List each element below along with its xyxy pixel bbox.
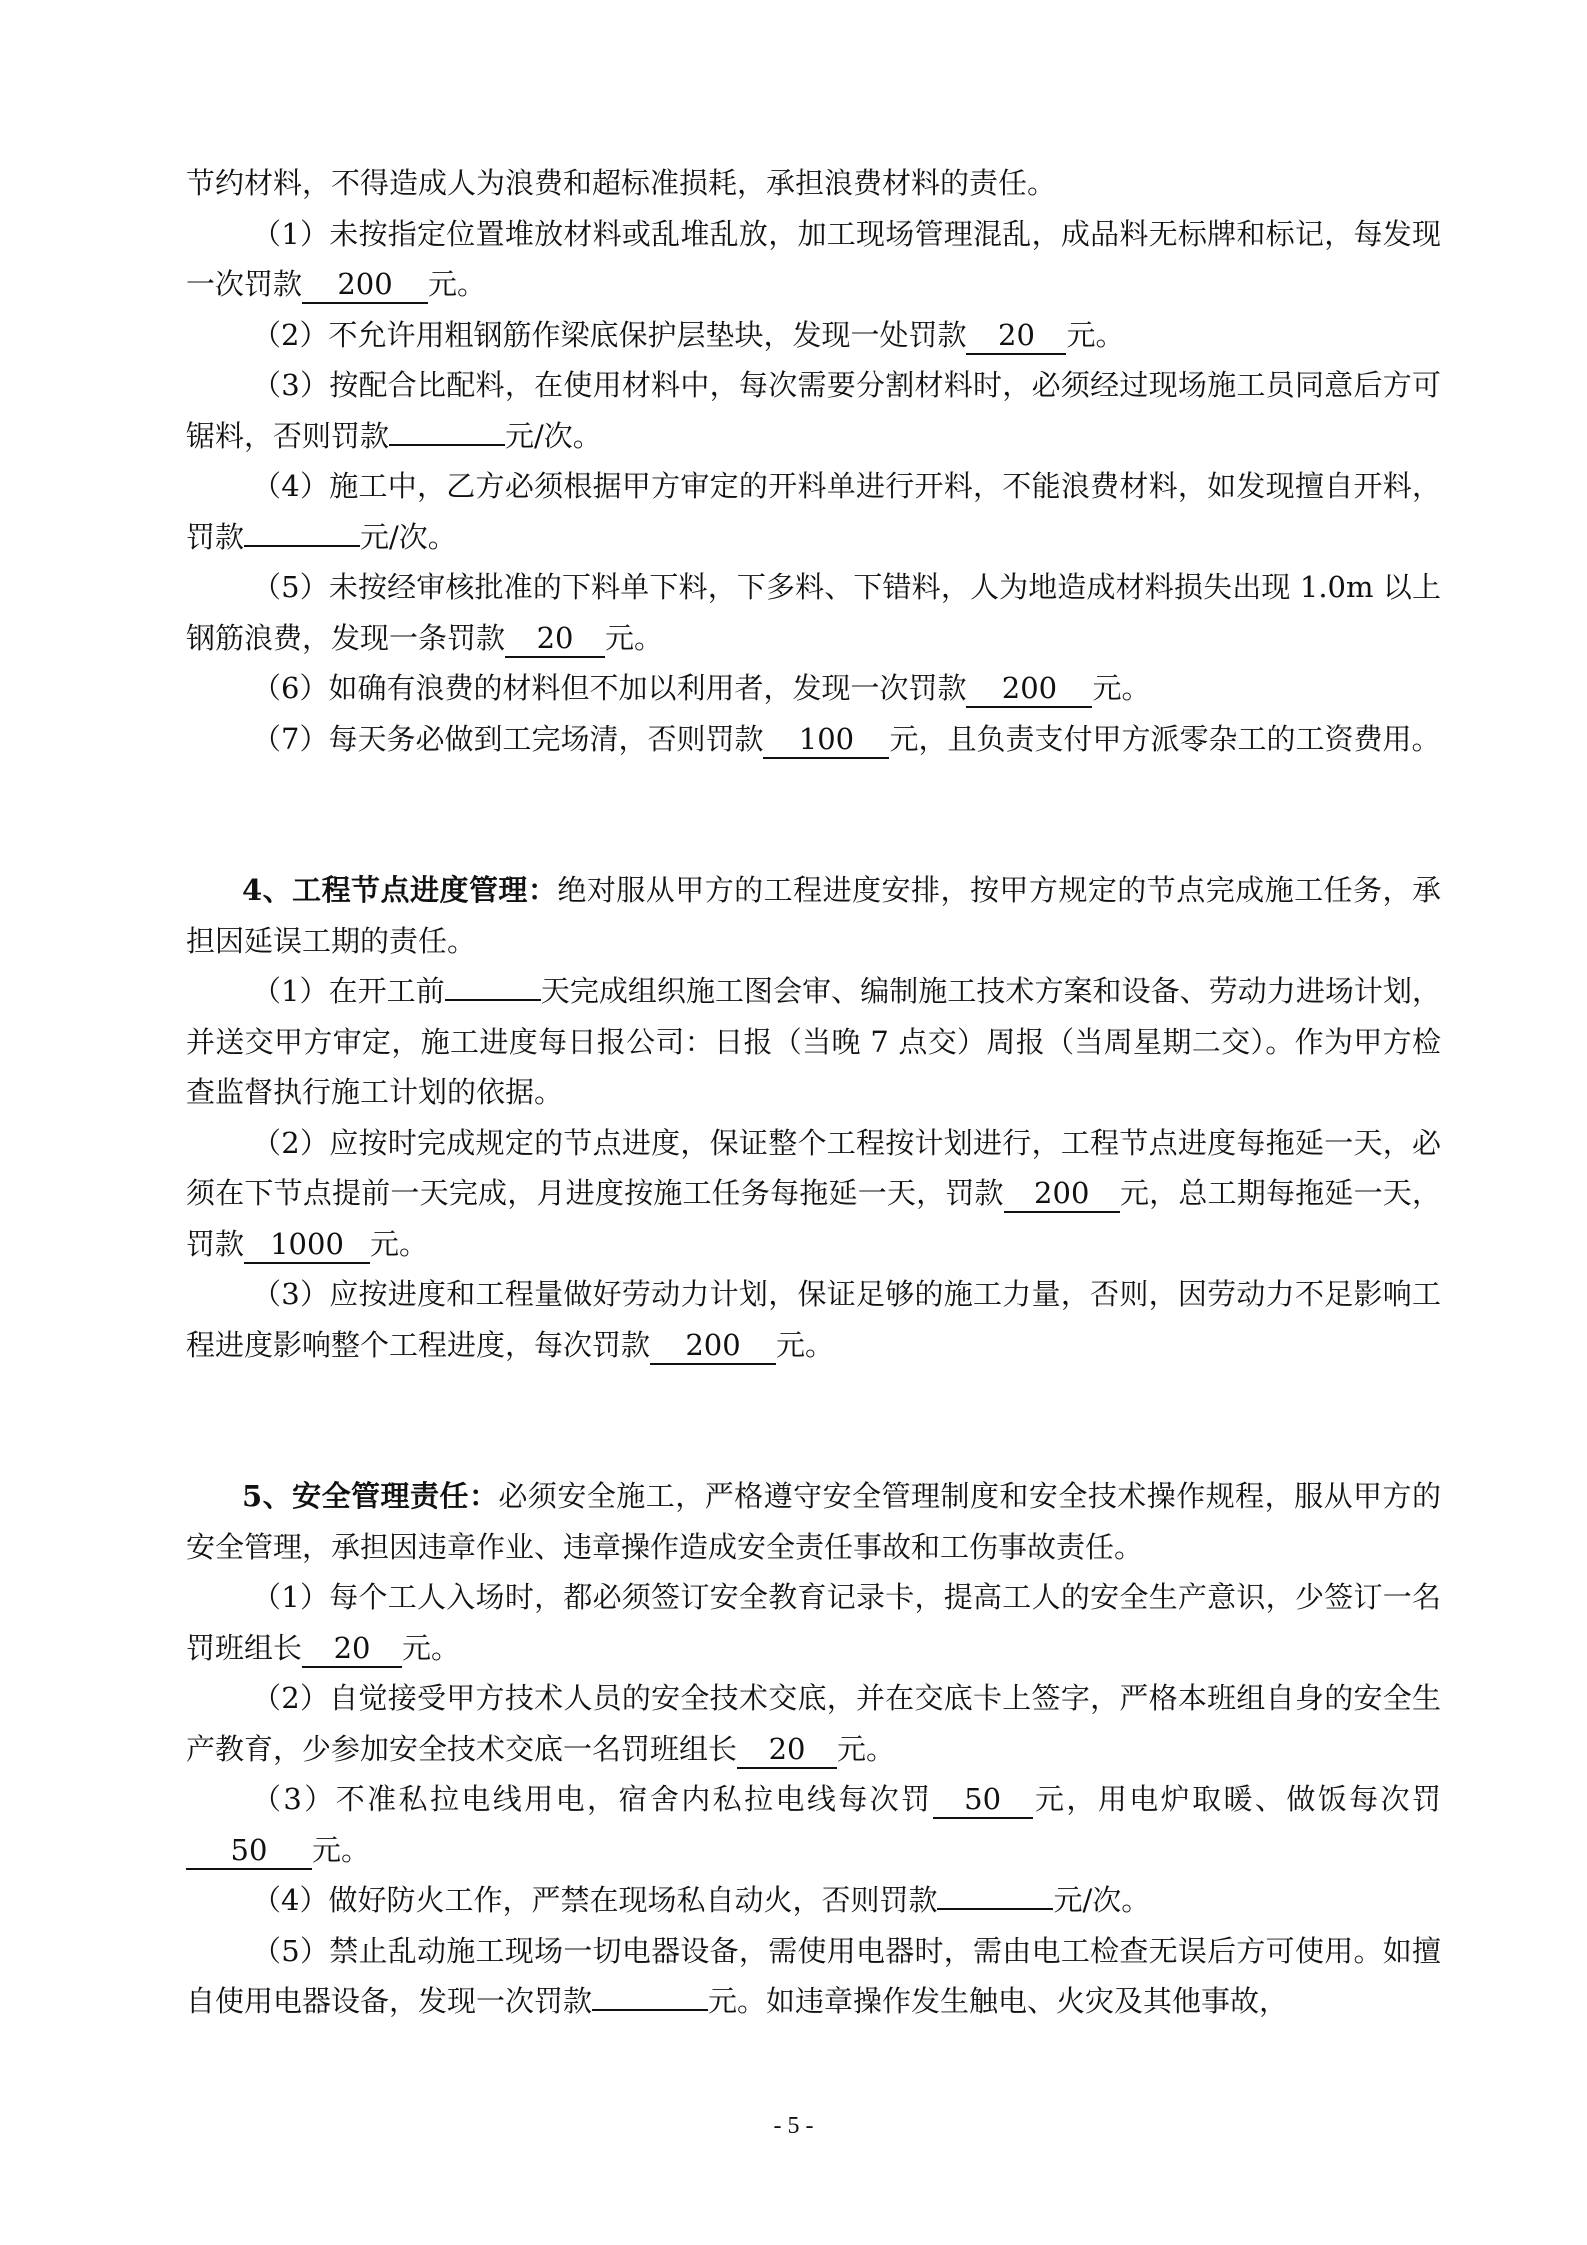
fine-amount-blank — [244, 545, 360, 547]
fine-amount: 100 — [763, 721, 889, 759]
item-text: 元。 — [1092, 671, 1151, 705]
list-item — [186, 1269, 1441, 1370]
item-text: （2）自觉接受甲方技术人员的安全技术交底，并在交底卡上签字，严格本班组自身的安全生产教育，少参加安全技术交底一名罚班组长 — [186, 1681, 1441, 1766]
item-text: 元。 — [605, 620, 664, 655]
fine-amount: 50 — [933, 1781, 1033, 1819]
item-text: （3）按配合比配料，在使用材料中，每次需要分割材料时，必须经过现场施工员同意后方可锯料，否则罚款 — [186, 368, 1441, 453]
item-text: （5）禁止乱动施工现场一切电器设备，需使用电器时，需由电工检查无误后方可使用。如擅自使用电器设备，发现一次罚款 — [186, 1933, 1441, 2018]
section-5-intro — [186, 1471, 1441, 1572]
item-text: （7）每天务必做到工完场清，否则罚款 — [252, 721, 764, 756]
item-text: （5）未按经审核批准的下料单下料，下多料、下错料，人为地造成材料损失出现 1.0m 以上钢筋浪费，发现一条罚款 — [186, 570, 1441, 655]
item-text: 元/次。 — [505, 418, 602, 453]
section-gap — [186, 764, 1441, 865]
item-text: 元，用电炉取暖、做饭每次罚 — [1032, 1782, 1441, 1816]
item-text: 元。 — [428, 267, 487, 301]
item-text: （3）不准私拉电线用电，宿舍内私拉电线每次罚 — [252, 1782, 933, 1816]
item-text: （2）不允许用粗钢筋作梁底保护层垫块，发现一处罚款 — [252, 317, 967, 352]
list-item — [186, 663, 1441, 714]
fine-amount: 20 — [966, 317, 1066, 355]
section-heading: 5、安全管理责任： — [242, 1479, 499, 1513]
section-text: 绝对服从甲方的工程进度安排，按甲方规定的节点完成施工任务，承担因延误工期的责任。 — [186, 873, 1441, 958]
list-item — [186, 209, 1441, 310]
list-item — [186, 461, 1441, 562]
page-number: - 5 - — [773, 2113, 814, 2139]
list-item — [186, 1673, 1441, 1774]
paragraph-continuation: 节约材料，不得造成人为浪费和超标准损耗，承担浪费材料的责任。 — [186, 166, 1057, 200]
item-text: （6）如确有浪费的材料但不加以利用者，发现一次罚款 — [252, 671, 967, 705]
list-item — [186, 714, 1441, 765]
item-text: （1）在开工前 — [252, 974, 445, 1008]
item-text: 元，且负责支付甲方派零杂工的工资费用。 — [889, 721, 1441, 756]
fine-amount: 20 — [302, 1630, 402, 1668]
list-item — [186, 1774, 1441, 1875]
fine-amount: 50 — [186, 1832, 312, 1870]
section-heading: 4、工程节点进度管理： — [242, 873, 558, 907]
item-text: （4）施工中，乙方必须根据甲方审定的开料单进行开料，不能浪费材料，如发现擅自开料，罚款 — [186, 469, 1441, 554]
days-blank — [445, 999, 541, 1001]
item-text: （1）未按指定位置堆放材料或乱堆乱放，加工现场管理混乱，成品料无标牌和标记，每发现一次罚款 — [186, 216, 1441, 301]
list-item — [186, 310, 1441, 361]
list-item — [186, 1875, 1441, 1926]
fine-amount: 200 — [966, 670, 1092, 708]
item-text: 元。 — [837, 1731, 896, 1766]
fine-amount: 200 — [302, 266, 428, 304]
item-text: 天完成组织施工图会审、编制施工技术方案和设备、劳动力进场计划，并送交甲方审定，施工进度每日报公司：日报（当晚 7 点交）周报（当周星期二交）。作为甲方检查监督执行施工计划的依据。 — [186, 974, 1441, 1109]
page-content — [186, 158, 1441, 2027]
fine-amount: 20 — [737, 1731, 837, 1769]
section-gap — [186, 1370, 1441, 1471]
list-item — [186, 1926, 1441, 2027]
item-text: 元。 — [370, 1226, 429, 1261]
item-text: 元，总工期每拖延一天，罚款 — [186, 1176, 1441, 1261]
list-item — [186, 360, 1441, 461]
item-text: 元/次。 — [1053, 1883, 1151, 1917]
item-text: （2）应按时完成规定的节点进度，保证整个工程按计划进行，工程节点进度每拖延一天，必须在下节点提前一天完成，月进度按施工任务每拖延一天，罚款 — [186, 1125, 1441, 1210]
fine-amount-blank — [389, 444, 505, 446]
item-text: （4）做好防火工作，严禁在现场私自动火，否则罚款 — [252, 1883, 938, 1917]
item-text: 元/次。 — [360, 519, 457, 554]
item-text: 元。 — [402, 1630, 461, 1665]
fine-amount: 200 — [650, 1327, 776, 1365]
list-item — [186, 1572, 1441, 1673]
fine-amount-blank — [592, 2009, 708, 2011]
section-4-intro — [186, 865, 1441, 966]
fine-amount: 1000 — [244, 1226, 370, 1264]
item-text: 元。 — [776, 1327, 835, 1362]
fine-amount: 200 — [1004, 1175, 1120, 1213]
fine-amount: 20 — [505, 620, 605, 658]
item-text: 元。 — [312, 1832, 371, 1867]
section-text: 必须安全施工，严格遵守安全管理制度和安全技术操作规程，服从甲方的安全管理，承担因违章作业、违章操作造成安全责任事故和工伤事故责任。 — [186, 1479, 1441, 1564]
list-item — [186, 966, 1441, 1118]
fine-amount-blank — [937, 1908, 1053, 1910]
item-text: （1）每个工人入场时，都必须签订安全教育记录卡，提高工人的安全生产意识，少签订一名罚班组长 — [186, 1580, 1441, 1665]
list-item — [186, 562, 1441, 663]
item-text: 元。如违章操作发生触电、火灾及其他事故， — [708, 1984, 1289, 2018]
list-item — [186, 1118, 1441, 1270]
item-text: （3）应按进度和工程量做好劳动力计划，保证足够的施工力量，否则，因劳动力不足影响工程进度影响整个工程进度，每次罚款 — [186, 1277, 1441, 1362]
item-text: 元。 — [1066, 317, 1125, 352]
